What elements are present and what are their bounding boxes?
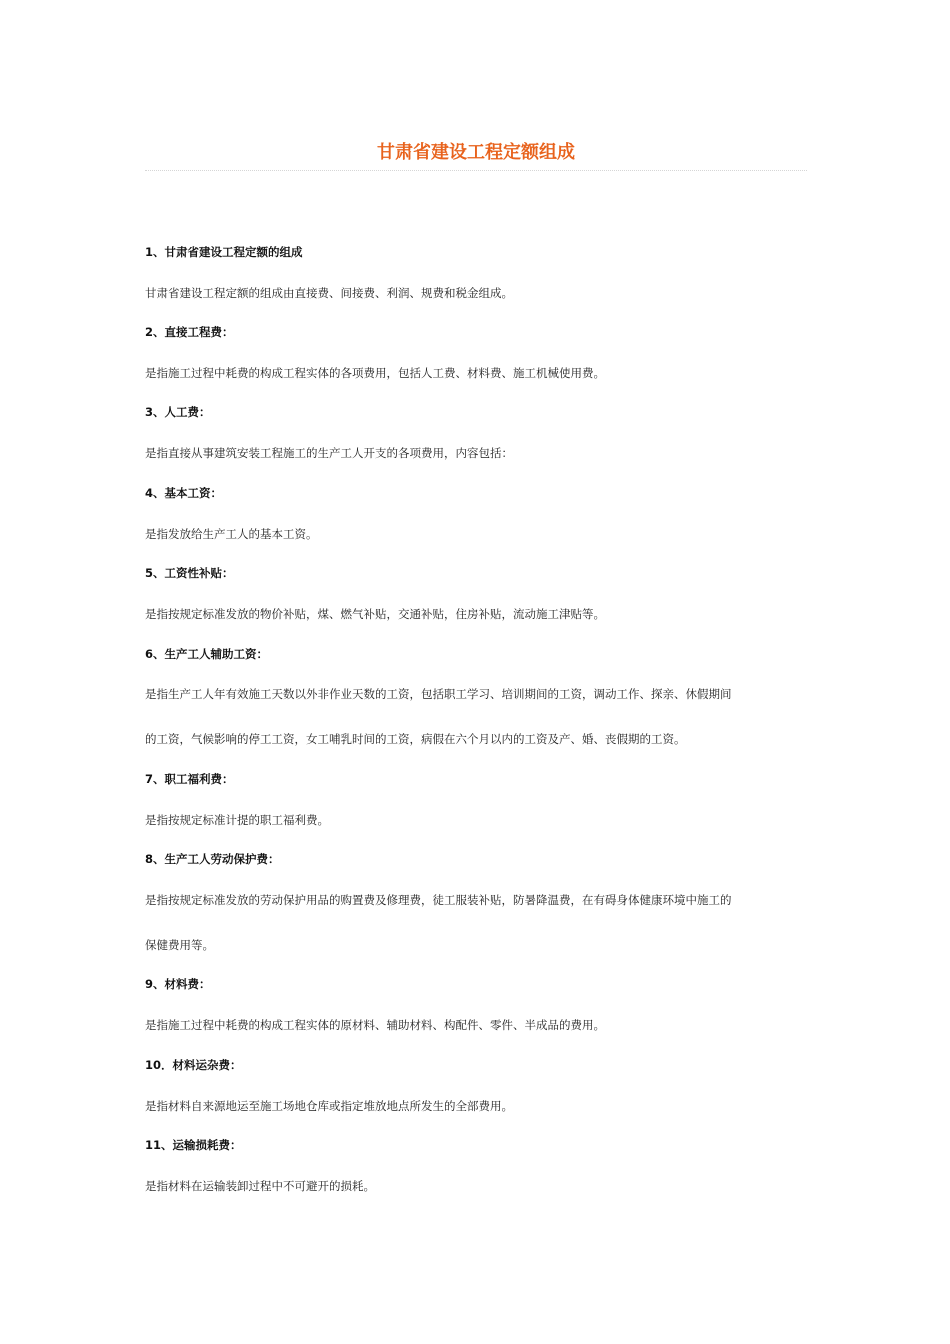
page-title: 甘肃省建设工程定额组成	[377, 142, 575, 163]
section-heading-8: 8、生产工人劳动保护费：	[145, 852, 280, 866]
section-heading-6: 6、生产工人辅助工资：	[145, 647, 269, 661]
section-heading-3: 3、人工费：	[145, 405, 211, 419]
section-heading-9: 9、材料费：	[145, 977, 211, 991]
section-text-1: 甘肃省建设工程定额的组成由直接费、间接费、利润、规费和税金组成。	[145, 286, 513, 300]
section-text-11: 是指材料在运输装卸过程中不可避开的损耗。	[145, 1179, 375, 1193]
section-heading-10: 10．材料运杂费：	[145, 1058, 242, 1072]
section-heading-4: 4、基本工资：	[145, 486, 223, 500]
section-heading-2: 2、直接工程费：	[145, 325, 234, 339]
section-text-6-line-1: 是指生产工人年有效施工天数以外非作业天数的工资，包括职工学习、培训期间的工资，调动工作、探亲、休假期间	[145, 687, 732, 701]
title-divider	[145, 170, 807, 171]
section-text-8-line-1: 是指按规定标准发放的劳动保护用品的购置费及修理费，徒工服装补贴，防暑降温费，在有碍身体健康环境中施工的	[145, 893, 732, 907]
section-text-6-line-2: 的工资，气候影响的停工工资，女工哺乳时间的工资，病假在六个月以内的工资及产、婚、丧假期的工资。	[145, 732, 686, 746]
section-text-10: 是指材料自来源地运至施工场地仓库或指定堆放地点所发生的全部费用。	[145, 1099, 513, 1113]
section-text-7: 是指按规定标准计提的职工福利费。	[145, 813, 329, 827]
section-text-5: 是指按规定标准发放的物价补贴，煤、燃气补贴，交通补贴，住房补贴，流动施工津贴等。	[145, 607, 605, 621]
section-text-2: 是指施工过程中耗费的构成工程实体的各项费用，包括人工费、材料费、施工机械使用费。	[145, 366, 605, 380]
section-text-8-line-2: 保健费用等。	[145, 938, 214, 952]
section-heading-7: 7、职工福利费：	[145, 772, 234, 786]
section-text-3: 是指直接从事建筑安装工程施工的生产工人开支的各项费用，内容包括：	[145, 446, 513, 460]
section-heading-1: 1、甘肃省建设工程定额的组成	[145, 245, 303, 259]
section-text-9: 是指施工过程中耗费的构成工程实体的原材料、辅助材料、构配件、零件、半成品的费用。	[145, 1018, 605, 1032]
section-text-4: 是指发放给生产工人的基本工资。	[145, 527, 318, 541]
section-heading-11: 11、运输损耗费：	[145, 1138, 242, 1152]
section-heading-5: 5、工资性补贴：	[145, 566, 234, 580]
